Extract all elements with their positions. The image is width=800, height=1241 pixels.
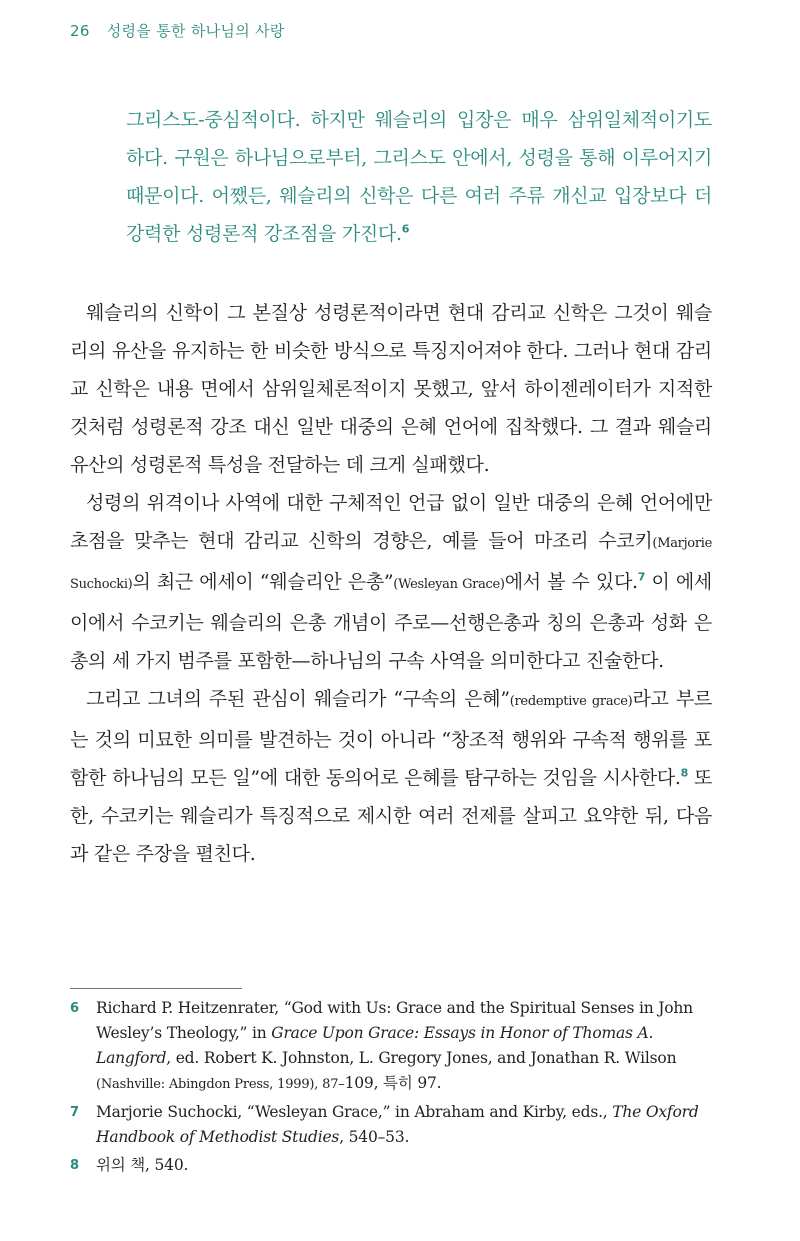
footnote-7 (70, 1100, 712, 1150)
footnote-book-title: Grace Upon Grace: Essays in Honor of Thomas A. Langford (96, 1024, 654, 1067)
paragraph-2-text-c: 에서 볼 수 있다. (504, 571, 638, 593)
page-number: 26 (70, 22, 90, 40)
footnote-text: 위의 책, 540. (96, 1156, 189, 1174)
footnote-number: 8 (70, 1158, 79, 1173)
paragraph-2-text-b: 의 최근 에세이 “웨슬리안 은총” (132, 571, 394, 593)
footnote-ref-7[interactable]: 7 (637, 570, 646, 584)
footnote-publisher: (Nashville: Abingdon Press, 1999), 87– (96, 1077, 345, 1092)
paragraph-2-text-a: 성령의 위격이나 사역에 대한 구체적인 언급 없이 일반 대중의 은혜 언어에만 초점을 맞추는 현대 감리교 신학의 경향은, 예를 들어 마조리 수코키 (70, 492, 712, 552)
essay-title: (Wesleyan Grace) (393, 577, 505, 592)
paragraph-2 (70, 484, 712, 680)
footnote-text: Marjorie Suchocki, “Wesleyan Grace,” in Abraham and Kirby, eds., (96, 1103, 613, 1121)
block-quote (126, 101, 712, 253)
footnote-8 (70, 1153, 712, 1178)
running-header (70, 20, 285, 41)
redemptive-grace-term: (redemptive grace) (509, 694, 633, 709)
footnote-text: , ed. Robert K. Johnston, L. Gregory Jones, and Jonathan R. Wilson (166, 1049, 677, 1067)
footnote-divider (70, 988, 242, 989)
paragraph-3-text-b: 라고 부르는 것의 미묘한 의미를 발견하는 것이 아니라 “창조적 행위와 구속적 행위를 포함한 하나님의 모든 일”에 대한 동의어로 은혜를 탐구하는 것임을 시사한다. (70, 688, 712, 789)
footnotes (70, 996, 712, 1181)
footnote-number: 7 (70, 1105, 79, 1120)
book-title: 성령을 통한 하나님의 사랑 (106, 22, 285, 40)
footnote-text: 109, 특히 97. (344, 1074, 442, 1092)
footnote-ref-6[interactable]: 6 (401, 222, 410, 236)
footnote-text: Richard P. Heitzenrater, “God with Us: Grace and the Spiritual Senses in John Wesley’s Theology,” in (96, 999, 693, 1042)
paragraph-3 (70, 680, 712, 873)
footnote-text: , 540–53. (339, 1128, 410, 1146)
footnote-book-title: The Oxford Handbook of Methodist Studies (96, 1103, 699, 1146)
paragraph-3-text-a: 그리고 그녀의 주된 관심이 웨슬리가 “구속의 은혜” (86, 688, 510, 710)
main-text (70, 294, 712, 873)
paragraph-1 (70, 294, 712, 484)
paragraph-2-text-d: 이 에세이에서 수코키는 웨슬리의 은총 개념이 주로—선행은총과 칭의 은총과 성화 은총의 세 가지 범주를 포함한—하나님의 구속 사역을 의미한다고 진술한다. (70, 571, 712, 672)
footnote-6 (70, 996, 712, 1097)
footnote-ref-8[interactable]: 8 (680, 766, 688, 780)
paragraph-1-text: 웨슬리의 신학이 그 본질상 성령론적이라면 현대 감리교 신학은 그것이 웨슬리의 유산을 유지하는 한 비슷한 방식으로 특징지어져야 한다. 그러나 현대 감리교 신학은 내용 면에서 삼위일체론적이지 못했고, 앞서 하이젠레이터가 지적한 것처럼 성령론적 강조 대신 일반 대중의 은혜 언어에 집착했다. 그 결과 웨슬리 유산의 성령론적 특성을 전달하는 데 크게 실패했다. (70, 302, 712, 476)
quote-text: 그리스도-중심적이다. 하지만 웨슬리의 입장은 매우 삼위일체적이기도 하다. 구원은 하나님으로부터, 그리스도 안에서, 성령을 통해 이루어지기 때문이다. 어쨌든, 웨슬리의 신학은 다른 여러 주류 개신교 입장보다 더 강력한 성령론적 강조점을 가진다. (126, 109, 712, 245)
paragraph-3-text-c: 또한, 수코키는 웨슬리가 특징적으로 제시한 여러 전제를 살피고 요약한 뒤, 다음과 같은 주장을 펼친다. (70, 767, 713, 865)
suchocki-name: (Marjorie Suchocki) (70, 536, 712, 592)
footnote-number: 6 (70, 1001, 79, 1016)
